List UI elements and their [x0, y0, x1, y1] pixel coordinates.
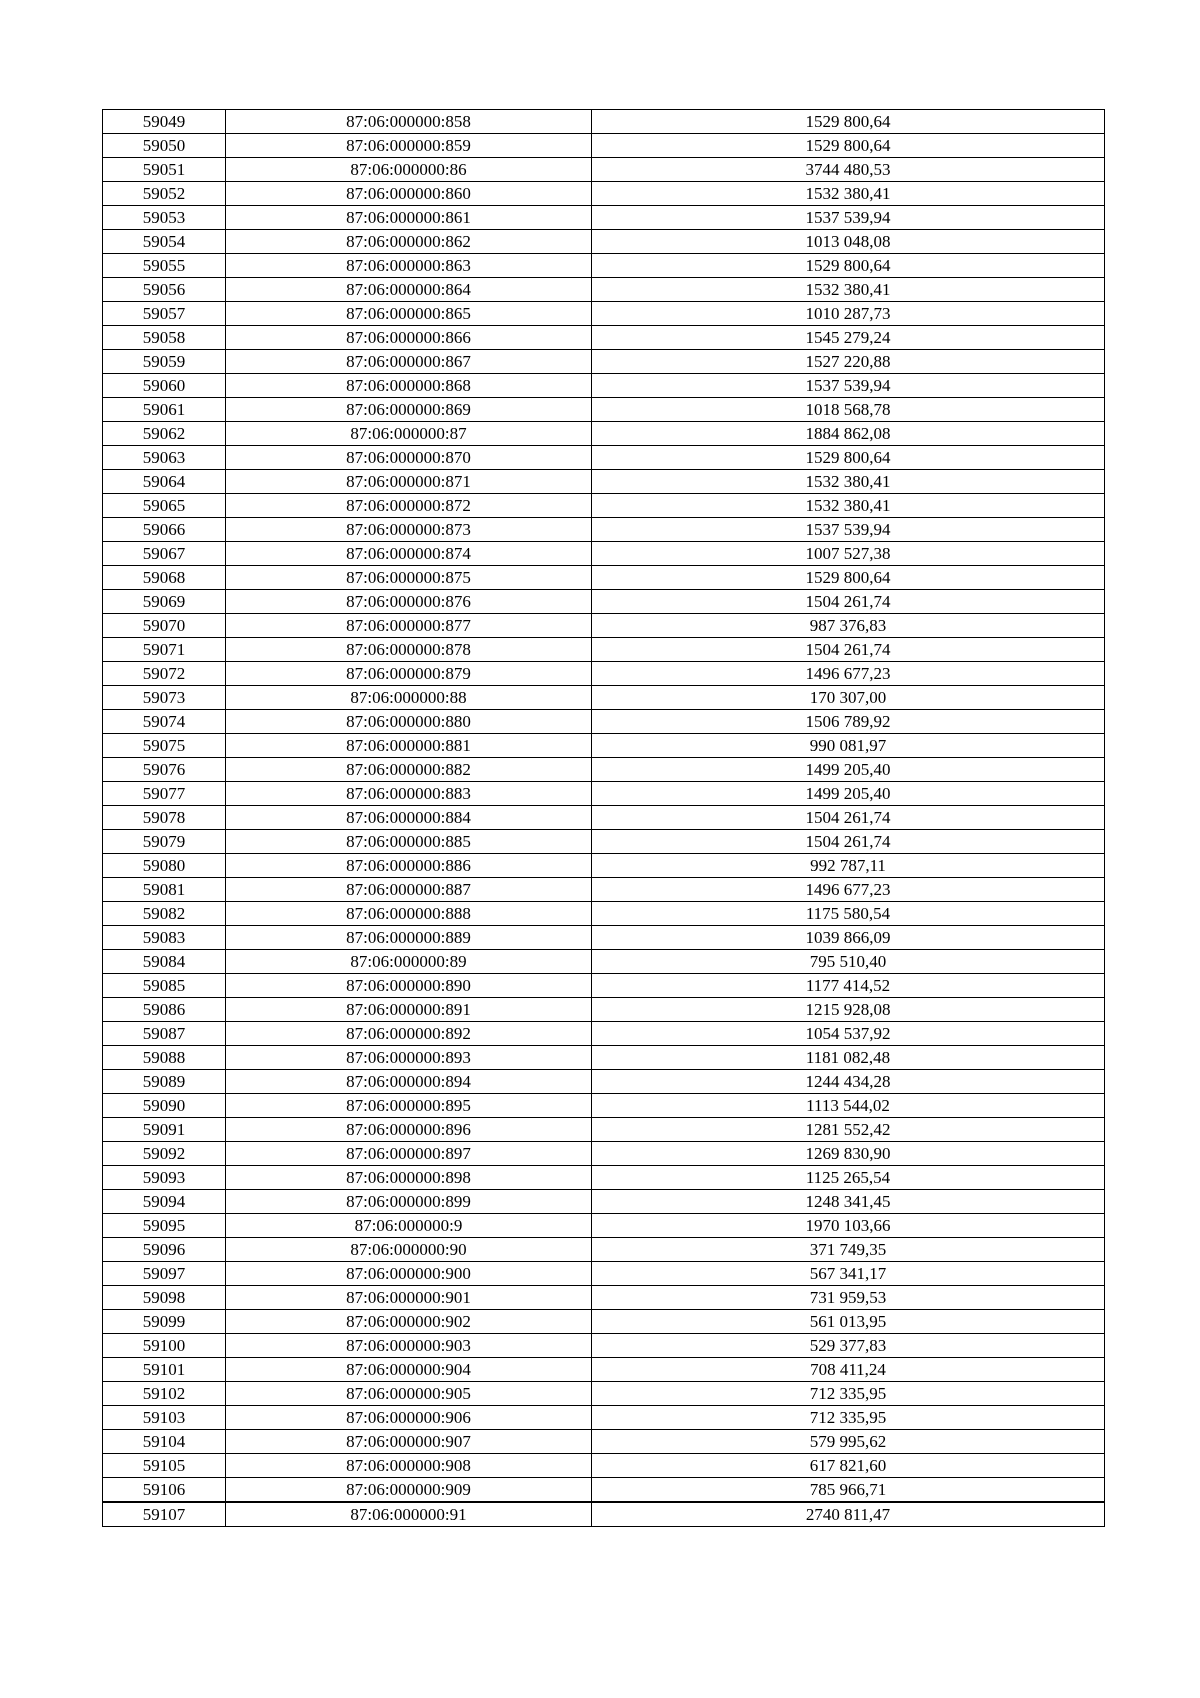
table-row: [103, 926, 1105, 950]
row-number-cell: 59096: [103, 1238, 226, 1262]
cadastral-number-cell: 87:06:000000:899: [226, 1190, 592, 1214]
cadastral-value-cell: 371 749,35: [592, 1238, 1105, 1262]
table-row: [103, 446, 1105, 470]
row-number-cell: 59070: [103, 614, 226, 638]
row-number-cell: 59102: [103, 1382, 226, 1406]
row-number-cell: 59078: [103, 806, 226, 830]
cadastral-value-cell: 1504 261,74: [592, 806, 1105, 830]
cadastral-value-cell: 1496 677,23: [592, 662, 1105, 686]
row-number-cell: 59106: [103, 1478, 226, 1503]
cadastral-value-cell: 1504 261,74: [592, 830, 1105, 854]
table-row: [103, 566, 1105, 590]
row-number-cell: 59082: [103, 902, 226, 926]
cadastral-value-cell: 2740 811,47: [592, 1502, 1105, 1527]
cadastral-value-cell: 1244 434,28: [592, 1070, 1105, 1094]
table-row: [103, 470, 1105, 494]
cadastral-number-cell: 87:06:000000:878: [226, 638, 592, 662]
cadastral-number-cell: 87:06:000000:891: [226, 998, 592, 1022]
cadastral-number-cell: 87:06:000000:885: [226, 830, 592, 854]
cadastral-value-cell: 1970 103,66: [592, 1214, 1105, 1238]
table-row: [103, 806, 1105, 830]
row-number-cell: 59083: [103, 926, 226, 950]
cadastral-value-cell: 1281 552,42: [592, 1118, 1105, 1142]
cadastral-value-cell: 1054 537,92: [592, 1022, 1105, 1046]
cadastral-value-cell: 561 013,95: [592, 1310, 1105, 1334]
cadastral-number-cell: 87:06:000000:908: [226, 1454, 592, 1478]
cadastral-number-cell: 87:06:000000:882: [226, 758, 592, 782]
cadastral-value-cell: 1181 082,48: [592, 1046, 1105, 1070]
table-row: [103, 1166, 1105, 1190]
cadastral-value-cell: 1125 265,54: [592, 1166, 1105, 1190]
cadastral-number-cell: 87:06:000000:866: [226, 326, 592, 350]
cadastral-number-cell: 87:06:000000:86: [226, 158, 592, 182]
table-row: [103, 830, 1105, 854]
cadastral-number-cell: 87:06:000000:91: [226, 1502, 592, 1527]
row-number-cell: 59093: [103, 1166, 226, 1190]
cadastral-number-cell: 87:06:000000:859: [226, 134, 592, 158]
table-row: [103, 374, 1105, 398]
table-row: [103, 1238, 1105, 1262]
table-row: [103, 758, 1105, 782]
row-number-cell: 59084: [103, 950, 226, 974]
cadastral-number-cell: 87:06:000000:861: [226, 206, 592, 230]
row-number-cell: 59055: [103, 254, 226, 278]
cadastral-value-cell: 1537 539,94: [592, 374, 1105, 398]
cadastral-value-cell: 1529 800,64: [592, 110, 1105, 134]
cadastral-value-cell: 987 376,83: [592, 614, 1105, 638]
cadastral-number-cell: 87:06:000000:870: [226, 446, 592, 470]
cadastral-number-cell: 87:06:000000:894: [226, 1070, 592, 1094]
table-row: [103, 734, 1105, 758]
row-number-cell: 59103: [103, 1406, 226, 1430]
row-number-cell: 59053: [103, 206, 226, 230]
cadastral-number-cell: 87:06:000000:900: [226, 1262, 592, 1286]
table-row: [103, 662, 1105, 686]
cadastral-number-cell: 87:06:000000:905: [226, 1382, 592, 1406]
cadastral-value-cell: 1269 830,90: [592, 1142, 1105, 1166]
table-row: [103, 110, 1105, 134]
cadastral-value-cell: 1884 862,08: [592, 422, 1105, 446]
cadastral-value-cell: 1532 380,41: [592, 278, 1105, 302]
row-number-cell: 59077: [103, 782, 226, 806]
cadastral-number-cell: 87:06:000000:895: [226, 1094, 592, 1118]
row-number-cell: 59091: [103, 1118, 226, 1142]
table-row: [103, 638, 1105, 662]
row-number-cell: 59086: [103, 998, 226, 1022]
row-number-cell: 59051: [103, 158, 226, 182]
cadastral-number-cell: 87:06:000000:890: [226, 974, 592, 998]
cadastral-number-cell: 87:06:000000:892: [226, 1022, 592, 1046]
row-number-cell: 59095: [103, 1214, 226, 1238]
table-row: [103, 1094, 1105, 1118]
row-number-cell: 59075: [103, 734, 226, 758]
row-number-cell: 59065: [103, 494, 226, 518]
table-row: [103, 974, 1105, 998]
row-number-cell: 59080: [103, 854, 226, 878]
table-row: [103, 782, 1105, 806]
cadastral-value-cell: 1177 414,52: [592, 974, 1105, 998]
table-row: [103, 1310, 1105, 1334]
row-number-cell: 59092: [103, 1142, 226, 1166]
table-row: [103, 518, 1105, 542]
row-number-cell: 59061: [103, 398, 226, 422]
cadastral-value-cell: 529 377,83: [592, 1334, 1105, 1358]
row-number-cell: 59098: [103, 1286, 226, 1310]
table-row: [103, 134, 1105, 158]
row-number-cell: 59087: [103, 1022, 226, 1046]
table-row: [103, 350, 1105, 374]
row-number-cell: 59049: [103, 110, 226, 134]
cadastral-number-cell: 87:06:000000:886: [226, 854, 592, 878]
cadastral-number-cell: 87:06:000000:9: [226, 1214, 592, 1238]
cadastral-number-cell: 87:06:000000:873: [226, 518, 592, 542]
table-row: [103, 254, 1105, 278]
row-number-cell: 59063: [103, 446, 226, 470]
row-number-cell: 59054: [103, 230, 226, 254]
table-row: [103, 1214, 1105, 1238]
table-row: [103, 1358, 1105, 1382]
cadastral-value-cell: 731 959,53: [592, 1286, 1105, 1310]
cadastral-number-cell: 87:06:000000:888: [226, 902, 592, 926]
row-number-cell: 59089: [103, 1070, 226, 1094]
row-number-cell: 59066: [103, 518, 226, 542]
cadastral-value-cell: 1013 048,08: [592, 230, 1105, 254]
cadastral-number-cell: 87:06:000000:90: [226, 1238, 592, 1262]
cadastral-value-cell: 1010 287,73: [592, 302, 1105, 326]
row-number-cell: 59076: [103, 758, 226, 782]
cadastral-value-cell: 1527 220,88: [592, 350, 1105, 374]
row-number-cell: 59072: [103, 662, 226, 686]
table-row: [103, 854, 1105, 878]
table-row: [103, 1118, 1105, 1142]
table-row: [103, 1022, 1105, 1046]
table-row: [103, 1382, 1105, 1406]
cadastral-value-cell: 3744 480,53: [592, 158, 1105, 182]
cadastral-number-cell: 87:06:000000:89: [226, 950, 592, 974]
cadastral-number-cell: 87:06:000000:865: [226, 302, 592, 326]
cadastral-number-cell: 87:06:000000:887: [226, 878, 592, 902]
row-number-cell: 59073: [103, 686, 226, 710]
row-number-cell: 59105: [103, 1454, 226, 1478]
table-row: [103, 230, 1105, 254]
cadastral-value-cell: 1504 261,74: [592, 638, 1105, 662]
table-row: [103, 1478, 1105, 1503]
row-number-cell: 59064: [103, 470, 226, 494]
table-row: [103, 710, 1105, 734]
row-number-cell: 59079: [103, 830, 226, 854]
table-row: [103, 182, 1105, 206]
row-number-cell: 59068: [103, 566, 226, 590]
table-row: [103, 1286, 1105, 1310]
cadastral-value-cell: 1175 580,54: [592, 902, 1105, 926]
cadastral-number-cell: 87:06:000000:860: [226, 182, 592, 206]
table-row: [103, 1070, 1105, 1094]
table-row: [103, 206, 1105, 230]
cadastral-number-cell: 87:06:000000:883: [226, 782, 592, 806]
cadastral-number-cell: 87:06:000000:875: [226, 566, 592, 590]
cadastral-value-cell: 1113 544,02: [592, 1094, 1105, 1118]
cadastral-number-cell: 87:06:000000:869: [226, 398, 592, 422]
cadastral-value-cell: 1537 539,94: [592, 518, 1105, 542]
cadastral-value-cell: 567 341,17: [592, 1262, 1105, 1286]
table-row: [103, 1262, 1105, 1286]
table-row: [103, 278, 1105, 302]
row-number-cell: 59094: [103, 1190, 226, 1214]
table-row: [103, 422, 1105, 446]
cadastral-number-cell: 87:06:000000:889: [226, 926, 592, 950]
cadastral-number-cell: 87:06:000000:877: [226, 614, 592, 638]
cadastral-number-cell: 87:06:000000:906: [226, 1406, 592, 1430]
cadastral-number-cell: 87:06:000000:863: [226, 254, 592, 278]
table-row: [103, 902, 1105, 926]
table-row: [103, 158, 1105, 182]
cadastral-number-cell: 87:06:000000:880: [226, 710, 592, 734]
table-row: [103, 998, 1105, 1022]
cadastral-value-cell: 1532 380,41: [592, 182, 1105, 206]
cadastral-number-cell: 87:06:000000:874: [226, 542, 592, 566]
table-row: [103, 686, 1105, 710]
cadastral-number-cell: 87:06:000000:907: [226, 1430, 592, 1454]
cadastral-value-cell: 1529 800,64: [592, 446, 1105, 470]
cadastral-value-cell: 1532 380,41: [592, 470, 1105, 494]
table-row: [103, 494, 1105, 518]
table-row: [103, 1142, 1105, 1166]
cadastral-value-cell: 1039 866,09: [592, 926, 1105, 950]
cadastral-value-cell: 1532 380,41: [592, 494, 1105, 518]
table-row: [103, 398, 1105, 422]
cadastral-number-cell: 87:06:000000:897: [226, 1142, 592, 1166]
cadastral-number-cell: 87:06:000000:858: [226, 110, 592, 134]
row-number-cell: 59097: [103, 1262, 226, 1286]
row-number-cell: 59081: [103, 878, 226, 902]
row-number-cell: 59088: [103, 1046, 226, 1070]
cadastral-value-cell: 1496 677,23: [592, 878, 1105, 902]
table-row: [103, 1454, 1105, 1478]
cadastral-value-cell: 1018 568,78: [592, 398, 1105, 422]
row-number-cell: 59057: [103, 302, 226, 326]
row-number-cell: 59052: [103, 182, 226, 206]
table-row: [103, 302, 1105, 326]
cadastral-number-cell: 87:06:000000:901: [226, 1286, 592, 1310]
table-row: [103, 542, 1105, 566]
cadastral-value-cell: 1529 800,64: [592, 254, 1105, 278]
table-row: [103, 1406, 1105, 1430]
cadastral-value-cell: 1529 800,64: [592, 134, 1105, 158]
cadastral-number-cell: 87:06:000000:88: [226, 686, 592, 710]
cadastral-value-cell: 708 411,24: [592, 1358, 1105, 1382]
cadastral-number-cell: 87:06:000000:87: [226, 422, 592, 446]
cadastral-value-cell: 1506 789,92: [592, 710, 1105, 734]
cadastral-number-cell: 87:06:000000:902: [226, 1310, 592, 1334]
cadastral-number-cell: 87:06:000000:903: [226, 1334, 592, 1358]
cadastral-value-cell: 1499 205,40: [592, 758, 1105, 782]
cadastral-value-cell: 1537 539,94: [592, 206, 1105, 230]
cadastral-value-cell: 992 787,11: [592, 854, 1105, 878]
table-row: [103, 878, 1105, 902]
row-number-cell: 59101: [103, 1358, 226, 1382]
cadastral-value-cell: 1215 928,08: [592, 998, 1105, 1022]
row-number-cell: 59056: [103, 278, 226, 302]
cadastral-number-cell: 87:06:000000:898: [226, 1166, 592, 1190]
row-number-cell: 59074: [103, 710, 226, 734]
cadastral-number-cell: 87:06:000000:876: [226, 590, 592, 614]
row-number-cell: 59099: [103, 1310, 226, 1334]
row-number-cell: 59067: [103, 542, 226, 566]
cadastral-value-cell: 1499 205,40: [592, 782, 1105, 806]
cadastral-value-cell: 617 821,60: [592, 1454, 1105, 1478]
cadastral-number-cell: 87:06:000000:881: [226, 734, 592, 758]
cadastral-value-cell: 785 966,71: [592, 1478, 1105, 1503]
cadastral-number-cell: 87:06:000000:896: [226, 1118, 592, 1142]
cadastral-number-cell: 87:06:000000:864: [226, 278, 592, 302]
row-number-cell: 59059: [103, 350, 226, 374]
cadastral-number-cell: 87:06:000000:862: [226, 230, 592, 254]
cadastral-number-cell: 87:06:000000:879: [226, 662, 592, 686]
row-number-cell: 59090: [103, 1094, 226, 1118]
row-number-cell: 59050: [103, 134, 226, 158]
cadastral-value-cell: 170 307,00: [592, 686, 1105, 710]
row-number-cell: 59062: [103, 422, 226, 446]
cadastral-value-cell: 795 510,40: [592, 950, 1105, 974]
table-row: [103, 1334, 1105, 1358]
cadastral-value-table: [102, 109, 1105, 1527]
cadastral-value-cell: 990 081,97: [592, 734, 1105, 758]
cadastral-value-cell: 1504 261,74: [592, 590, 1105, 614]
cadastral-number-cell: 87:06:000000:884: [226, 806, 592, 830]
cadastral-number-cell: 87:06:000000:893: [226, 1046, 592, 1070]
table-row: [103, 326, 1105, 350]
row-number-cell: 59058: [103, 326, 226, 350]
cadastral-value-cell: 1529 800,64: [592, 566, 1105, 590]
cadastral-value-cell: 1545 279,24: [592, 326, 1105, 350]
table-row: [103, 590, 1105, 614]
cadastral-number-cell: 87:06:000000:872: [226, 494, 592, 518]
cadastral-value-cell: 1248 341,45: [592, 1190, 1105, 1214]
row-number-cell: 59069: [103, 590, 226, 614]
table-row: [103, 614, 1105, 638]
row-number-cell: 59071: [103, 638, 226, 662]
cadastral-number-cell: 87:06:000000:868: [226, 374, 592, 398]
cadastral-value-cell: 712 335,95: [592, 1382, 1105, 1406]
cadastral-value-cell: 712 335,95: [592, 1406, 1105, 1430]
table-body: [103, 110, 1105, 1527]
table-row: [103, 1046, 1105, 1070]
table-row: [103, 950, 1105, 974]
cadastral-value-cell: 1007 527,38: [592, 542, 1105, 566]
table-row: [103, 1190, 1105, 1214]
row-number-cell: 59100: [103, 1334, 226, 1358]
row-number-cell: 59107: [103, 1502, 226, 1527]
cadastral-number-cell: 87:06:000000:909: [226, 1478, 592, 1503]
cadastral-number-cell: 87:06:000000:904: [226, 1358, 592, 1382]
cadastral-number-cell: 87:06:000000:867: [226, 350, 592, 374]
row-number-cell: 59060: [103, 374, 226, 398]
table-row: [103, 1430, 1105, 1454]
row-number-cell: 59104: [103, 1430, 226, 1454]
row-number-cell: 59085: [103, 974, 226, 998]
cadastral-number-cell: 87:06:000000:871: [226, 470, 592, 494]
cadastral-value-cell: 579 995,62: [592, 1430, 1105, 1454]
table-row: [103, 1502, 1105, 1527]
